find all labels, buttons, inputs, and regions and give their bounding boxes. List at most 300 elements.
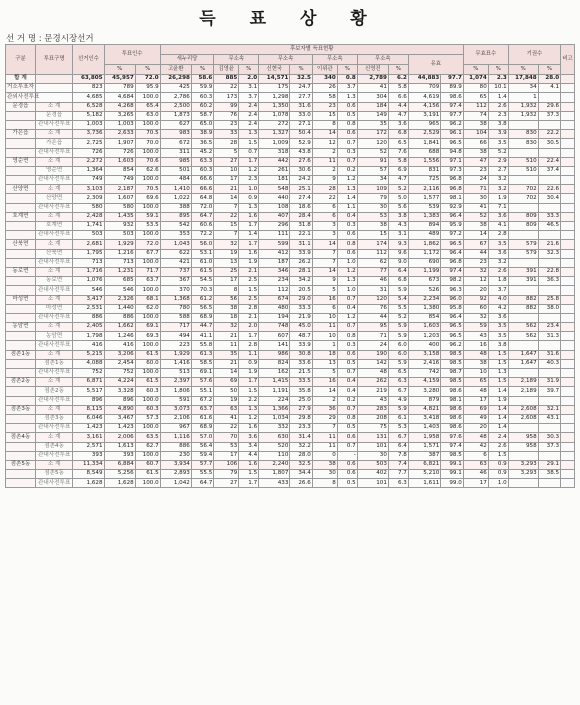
row-cell: 3,158 — [408, 350, 440, 359]
row-cell: 70.6 — [135, 157, 160, 166]
row-cell: 2.8 — [239, 304, 259, 313]
row-cell: 1,034 — [259, 414, 290, 423]
header-pct: % — [508, 65, 538, 75]
row-cell: 6.4 — [388, 267, 408, 276]
row-cell: 1,078 — [259, 111, 290, 120]
row-district — [6, 277, 36, 286]
row-cell: 7.7 — [388, 470, 408, 479]
row-cell: 98.6 — [441, 405, 464, 414]
row-cell — [538, 396, 560, 405]
row-cell: 3.6 — [388, 120, 408, 129]
row-cell: 109 — [357, 185, 388, 194]
row-cell: 0.8 — [337, 75, 357, 84]
row-cell: 79 — [214, 470, 239, 479]
table-row — [6, 424, 575, 433]
row-cell: 25 — [214, 267, 239, 276]
row-cell: 627 — [160, 120, 191, 129]
table-row — [6, 387, 575, 396]
row-cell: 100.0 — [135, 396, 160, 405]
row-cell: 162 — [259, 369, 290, 378]
row-cell: 63.5 — [135, 433, 160, 442]
row-cell: 96.5 — [441, 332, 464, 341]
row-cell: 21.5 — [290, 369, 312, 378]
row-cell: 29.8 — [290, 414, 312, 423]
row-polling-place: 소 계 — [35, 405, 72, 414]
row-cell: 2,893 — [160, 470, 191, 479]
row-cell: 60.7 — [135, 460, 160, 469]
row-cell: 46.5 — [538, 222, 560, 231]
row-cell: 49 — [463, 414, 488, 423]
row-polling-place: 관내사전투표 — [35, 203, 72, 212]
row-cell: 172 — [357, 130, 388, 139]
row-district — [6, 148, 36, 157]
row-cell: 142 — [357, 359, 388, 368]
row-polling-place: 소 계 — [35, 157, 72, 166]
row-cell: 985 — [160, 157, 191, 166]
row-cell: 1,741 — [73, 222, 104, 231]
row-cell: 33.3 — [538, 212, 560, 221]
row-polling-place: 관내사전투표 — [35, 396, 72, 405]
row-cell: 63.7 — [135, 277, 160, 286]
row-cell: 1.0 — [337, 258, 357, 267]
row-cell: 48.7 — [290, 332, 312, 341]
table-row — [6, 460, 575, 469]
row-cell: 100.0 — [135, 93, 160, 102]
row-cell: 1,571 — [408, 442, 440, 451]
row-cell: 0.6 — [337, 231, 357, 240]
row-cell: 332 — [259, 424, 290, 433]
row-cell: 494 — [160, 332, 191, 341]
row-polling-place: 소 계 — [35, 267, 72, 276]
row-cell: 0.8 — [337, 414, 357, 423]
row-cell: 1,416 — [160, 359, 191, 368]
row-cell: 34 — [357, 176, 388, 185]
row-cell: 17 — [214, 451, 239, 460]
row-cell: 6 — [312, 212, 337, 221]
row-cell — [508, 451, 538, 460]
row-cell: 6.1 — [388, 414, 408, 423]
row-cell: 41.1 — [191, 332, 213, 341]
row-cell: 588 — [160, 313, 191, 322]
row-cell: 1,423 — [73, 424, 104, 433]
row-cell: 37.3 — [538, 442, 560, 451]
row-cell: 2,725 — [73, 139, 104, 148]
row-district — [6, 332, 36, 341]
row-cell: 22.6 — [538, 185, 560, 194]
row-cell: 14 — [463, 231, 488, 240]
row-cell: 57.0 — [191, 433, 213, 442]
row-district: 점촌3동 — [6, 405, 36, 414]
row-district: 관외사전투표 — [6, 93, 36, 102]
header-valid: 유효 — [408, 55, 463, 75]
row-cell: 24.2 — [290, 176, 312, 185]
row-cell: 32.1 — [538, 405, 560, 414]
row-note — [561, 111, 575, 120]
row-cell: 184 — [357, 102, 388, 111]
row-cell: 37.4 — [538, 166, 560, 175]
row-cell — [508, 396, 538, 405]
row-cell: 932 — [104, 222, 135, 231]
row-cell — [538, 369, 560, 378]
row-cell: 48 — [463, 350, 488, 359]
table-row — [6, 414, 575, 423]
vote-table — [5, 44, 575, 488]
row-cell: 393 — [73, 451, 104, 460]
row-cell: 67 — [463, 240, 488, 249]
row-cell: 318 — [259, 148, 290, 157]
row-cell — [508, 120, 538, 129]
row-cell: 6.7 — [388, 387, 408, 396]
row-cell: 442 — [259, 157, 290, 166]
row-cell: 0.7 — [337, 405, 357, 414]
row-note — [561, 451, 575, 460]
row-cell: 2,116 — [408, 185, 440, 194]
row-cell: 72.0 — [135, 75, 160, 84]
row-district: 산양면 — [6, 185, 36, 194]
row-district: 동로면 — [6, 267, 36, 276]
row-cell: 23 — [463, 258, 488, 267]
row-cell: 672 — [160, 139, 191, 148]
row-cell: 19 — [214, 249, 239, 258]
row-cell: 2,272 — [73, 157, 104, 166]
row-cell: 30.3 — [538, 433, 560, 442]
row-note — [561, 424, 575, 433]
row-cell: 4.4 — [239, 451, 259, 460]
row-note — [561, 258, 575, 267]
row-cell: 346 — [259, 267, 290, 276]
table-row — [6, 102, 575, 111]
row-cell: 74 — [463, 111, 488, 120]
page-title: 득 표 상 황 — [199, 9, 381, 29]
row-cell: 1.7 — [239, 479, 259, 488]
row-cell: 33.3 — [290, 304, 312, 313]
row-cell: 70.5 — [135, 185, 160, 194]
row-cell: 98.1 — [441, 396, 464, 405]
table-row — [6, 231, 575, 240]
row-cell: 230 — [160, 451, 191, 460]
row-cell: 2.3 — [488, 111, 508, 120]
row-cell: 60.3 — [135, 405, 160, 414]
row-cell: 546 — [104, 286, 135, 295]
row-cell: 33 — [214, 130, 239, 139]
row-cell: 43.1 — [538, 414, 560, 423]
row-cell: 100.0 — [135, 479, 160, 488]
row-cell: 2.4 — [239, 102, 259, 111]
row-cell: 3.7 — [337, 84, 357, 93]
row-cell: 34.4 — [290, 470, 312, 479]
header-row-1 — [6, 45, 575, 55]
row-cell: 38.0 — [538, 304, 560, 313]
row-cell: 97.7 — [441, 111, 464, 120]
row-cell: 2,187 — [104, 185, 135, 194]
row-cell: 224 — [259, 396, 290, 405]
row-district — [6, 203, 36, 212]
row-cell: 809 — [508, 212, 538, 221]
row-cell: 272 — [259, 120, 290, 129]
row-cell: 46 — [463, 470, 488, 479]
header-party-4: 무소속 — [312, 55, 357, 65]
row-cell: 1,798 — [73, 332, 104, 341]
row-cell: 63,805 — [73, 75, 104, 84]
row-cell: 0.4 — [337, 304, 357, 313]
row-cell: 43.8 — [290, 148, 312, 157]
row-cell: 896 — [104, 396, 135, 405]
row-cell: 44 — [463, 249, 488, 258]
row-cell: 4.9 — [388, 396, 408, 405]
row-cell: 96.3 — [441, 286, 464, 295]
row-cell: 7 — [312, 249, 337, 258]
row-cell: 35 — [357, 120, 388, 129]
row-cell: 1,074 — [463, 75, 488, 84]
row-cell: 5.9 — [388, 332, 408, 341]
row-cell: 32.5 — [290, 75, 312, 84]
row-cell: 1.9 — [239, 258, 259, 267]
row-cell: 3,206 — [104, 350, 135, 359]
row-cell: 489 — [408, 231, 440, 240]
row-cell: 96.8 — [441, 176, 464, 185]
row-polling-place: 관내사전투표 — [35, 286, 72, 295]
row-cell: 0.5 — [337, 111, 357, 120]
row-cell: 31.6 — [538, 350, 560, 359]
row-note — [561, 120, 575, 129]
row-cell: 58.5 — [191, 359, 213, 368]
row-cell: 4,268 — [104, 102, 135, 111]
row-note — [561, 249, 575, 258]
row-cell: 1 — [312, 341, 337, 350]
row-cell: 31.1 — [290, 240, 312, 249]
row-cell: 96.5 — [441, 240, 464, 249]
row-cell: 1,191 — [259, 387, 290, 396]
row-polling-place — [35, 84, 72, 93]
row-cell: 416 — [104, 341, 135, 350]
row-cell: 106 — [214, 460, 239, 469]
row-cell: 9.0 — [388, 258, 408, 267]
row-note — [561, 139, 575, 148]
row-polling-place: 산북면 — [35, 249, 72, 258]
row-cell: 4,684 — [104, 93, 135, 102]
table-row — [6, 323, 575, 332]
row-cell — [538, 203, 560, 212]
row-cell: 539 — [408, 203, 440, 212]
row-cell: 690 — [408, 258, 440, 267]
row-cell: 11 — [312, 442, 337, 451]
row-cell: 94.8 — [441, 148, 464, 157]
row-cell: 789 — [104, 84, 135, 93]
row-cell — [508, 203, 538, 212]
row-cell: 1.3 — [239, 130, 259, 139]
row-cell: 5.2 — [388, 313, 408, 322]
row-cell: 0.7 — [337, 323, 357, 332]
row-cell: 3.2 — [488, 185, 508, 194]
row-cell: 3.5 — [488, 240, 508, 249]
row-cell: 15 — [214, 222, 239, 231]
row-cell: 685 — [104, 277, 135, 286]
row-cell: 32.5 — [290, 460, 312, 469]
row-cell: 1,203 — [408, 332, 440, 341]
header-candidate-2: 김영윤 — [214, 65, 239, 75]
row-cell: 71.7 — [135, 267, 160, 276]
row-cell: 1.7 — [239, 332, 259, 341]
row-cell: 400 — [408, 341, 440, 350]
row-polling-place: 관내사전투표 — [35, 176, 72, 185]
row-cell: 120 — [357, 139, 388, 148]
row-cell: 27.9 — [290, 405, 312, 414]
row-polling-place: 소 계 — [35, 323, 72, 332]
row-polling-place: 관내사전투표 — [35, 479, 72, 488]
row-cell: 591 — [160, 396, 191, 405]
header-pct: % — [488, 65, 508, 75]
row-note — [561, 130, 575, 139]
row-cell: 104 — [463, 130, 488, 139]
table-row — [6, 194, 575, 203]
row-cell: 1.3 — [337, 277, 357, 286]
row-cell: 100.0 — [135, 120, 160, 129]
row-cell: 0.3 — [337, 341, 357, 350]
row-cell: 1,368 — [160, 295, 191, 304]
row-cell: 18 — [312, 350, 337, 359]
row-cell: 607 — [259, 332, 290, 341]
row-cell: 6.3 — [388, 479, 408, 488]
row-cell: 1,577 — [408, 194, 440, 203]
row-cell: 149 — [357, 111, 388, 120]
row-cell: 21 — [214, 332, 239, 341]
row-cell: 8 — [312, 479, 337, 488]
row-cell: 97.1 — [441, 157, 464, 166]
row-cell: 0.5 — [337, 479, 357, 488]
row-cell: 35.8 — [290, 387, 312, 396]
row-cell: 23 — [214, 120, 239, 129]
row-cell: 5.2 — [488, 148, 508, 157]
row-cell: 30.6 — [290, 166, 312, 175]
row-polling-place: 관내사전투표 — [35, 120, 72, 129]
row-cell: 3 — [312, 222, 337, 231]
row-cell: 80 — [463, 84, 488, 93]
row-cell: 96.1 — [441, 130, 464, 139]
header-candidate-1: 고윤환 — [160, 65, 191, 75]
row-cell: 20 — [463, 424, 488, 433]
table-row — [6, 75, 575, 84]
row-cell: 1.4 — [488, 405, 508, 414]
row-cell: 111 — [259, 231, 290, 240]
row-cell: 283 — [357, 405, 388, 414]
row-cell — [538, 231, 560, 240]
row-cell: 66.6 — [191, 176, 213, 185]
row-cell: 33.0 — [290, 111, 312, 120]
row-cell: 886 — [160, 442, 191, 451]
row-cell: 1.2 — [337, 176, 357, 185]
row-cell: 44 — [357, 313, 388, 322]
row-polling-place — [35, 75, 72, 84]
row-cell: 340 — [312, 75, 337, 84]
row-cell: 3.1 — [239, 84, 259, 93]
row-cell: 1.6 — [239, 460, 259, 469]
row-cell: 14 — [312, 130, 337, 139]
row-cell: 16 — [312, 295, 337, 304]
row-cell — [508, 286, 538, 295]
row-cell: 1.4 — [488, 424, 508, 433]
row-cell: 100.0 — [135, 203, 160, 212]
row-cell — [538, 93, 560, 102]
row-polling-place: 소 계 — [35, 295, 72, 304]
row-cell: 2.9 — [488, 157, 508, 166]
row-cell: 100.0 — [135, 313, 160, 322]
row-cell: 1,806 — [160, 387, 191, 396]
row-cell: 17 — [463, 396, 488, 405]
row-cell: 702 — [508, 194, 538, 203]
row-note — [561, 470, 575, 479]
table-row — [6, 139, 575, 148]
row-cell: 45.2 — [191, 148, 213, 157]
table-row — [6, 222, 575, 231]
row-cell: 1.6 — [239, 249, 259, 258]
row-district: 산북면 — [6, 240, 36, 249]
row-cell: 882 — [508, 304, 538, 313]
row-cell: 23 — [463, 166, 488, 175]
row-cell: 0.7 — [337, 369, 357, 378]
row-cell: 702 — [508, 185, 538, 194]
row-cell: 580 — [104, 203, 135, 212]
row-cell: 1 — [508, 93, 538, 102]
row-district — [6, 139, 36, 148]
row-cell: 96.2 — [441, 341, 464, 350]
table-row — [6, 295, 575, 304]
row-cell: 98.5 — [441, 359, 464, 368]
row-cell: 2.4 — [239, 111, 259, 120]
row-cell: 1.5 — [488, 451, 508, 460]
row-cell: 1,380 — [408, 304, 440, 313]
row-cell: 5.8 — [388, 84, 408, 93]
row-note — [561, 295, 575, 304]
row-cell: 2 — [312, 166, 337, 175]
row-cell: 32 — [463, 313, 488, 322]
row-cell: 1,932 — [508, 111, 538, 120]
row-cell: 1.2 — [337, 267, 357, 276]
row-cell: 261 — [259, 166, 290, 175]
row-cell: 0.6 — [337, 130, 357, 139]
row-cell: 1,298 — [259, 93, 290, 102]
row-cell: 412 — [259, 249, 290, 258]
row-cell: 5,215 — [73, 350, 104, 359]
row-cell: 262 — [357, 378, 388, 387]
row-cell: 38 — [463, 222, 488, 231]
row-cell: 1.3 — [239, 405, 259, 414]
row-cell: 526 — [408, 286, 440, 295]
table-row — [6, 479, 575, 488]
row-cell: 370 — [160, 286, 191, 295]
row-cell: 391 — [508, 277, 538, 286]
header-candidate-3: 신현국 — [259, 65, 290, 75]
row-note — [561, 313, 575, 322]
row-cell: 882 — [508, 295, 538, 304]
row-cell: 61.5 — [191, 267, 213, 276]
row-cell: 9.6 — [388, 249, 408, 258]
row-polling-place: 농암면 — [35, 332, 72, 341]
row-cell: 60 — [463, 304, 488, 313]
row-cell: 91 — [357, 157, 388, 166]
row-cell: 14 — [312, 267, 337, 276]
row-cell: 22 — [214, 84, 239, 93]
row-cell: 4.1 — [538, 84, 560, 93]
row-cell: 6 — [312, 304, 337, 313]
table-row — [6, 185, 575, 194]
table-row — [6, 93, 575, 102]
table-row — [6, 369, 575, 378]
row-cell: 0.7 — [337, 157, 357, 166]
row-cell: 101 — [357, 442, 388, 451]
row-note — [561, 277, 575, 286]
row-district — [6, 442, 36, 451]
row-cell: 1,647 — [508, 359, 538, 368]
